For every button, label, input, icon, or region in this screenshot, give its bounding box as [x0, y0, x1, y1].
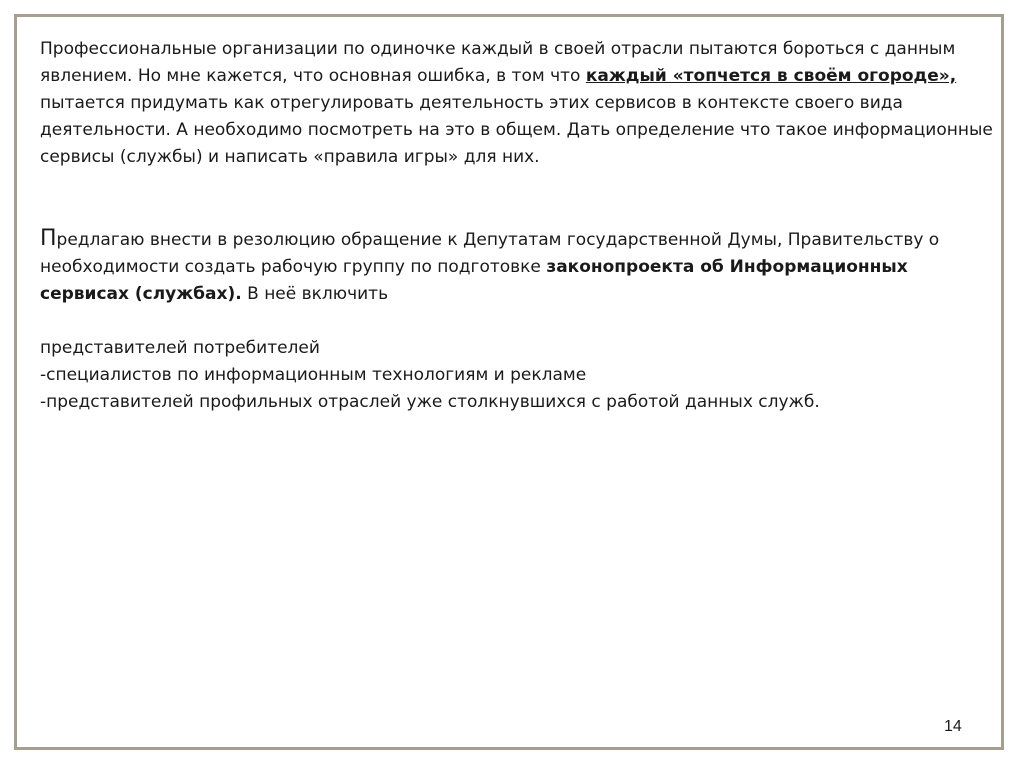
members-list — [40, 335, 1000, 416]
list-item: -специалистов по информационным технологиям и рекламе — [40, 365, 587, 385]
paragraph-proposal-text-2: В неё включить — [241, 284, 389, 304]
page-number: 14 — [944, 718, 962, 735]
spacer — [40, 171, 1000, 225]
paragraph-proposal-emphasis: законопроекта об Информационных сервисах (службах). — [40, 257, 908, 304]
paragraph-proposal-dropcap: П — [40, 226, 57, 251]
list-item: -представителей профильных отраслей уже столкнувшихся с работой данных служб. — [40, 392, 820, 412]
paragraph-problem — [40, 36, 1000, 171]
paragraph-problem-text-1: Профессиональные организации по одиночке каждый в своей отрасли пытаются бороться с данным явлением. Но мне кажется, что основная ошибка, в том что — [40, 39, 956, 86]
paragraph-problem-emphasis: каждый «топчется в своём огороде», — [585, 66, 957, 86]
paragraph-problem-text-2: пытается придумать как отрегулировать деятельность этих сервисов в контексте своего вида деятельности. А необходимо посмотреть на это в общем. Дать определение что такое информационные сервисы (службы) и написать «правила игры» для них. — [40, 93, 993, 167]
paragraph-proposal-text-1: редлагаю внести в резолюцию обращение к Депутатам государственной Думы, Правительству о необходимости создать рабочую группу по подготовке — [40, 230, 940, 277]
paragraph-proposal — [40, 225, 1000, 308]
list-item: представителей потребителей — [40, 338, 320, 358]
slide-content — [40, 36, 1000, 416]
spacer — [40, 308, 1000, 335]
